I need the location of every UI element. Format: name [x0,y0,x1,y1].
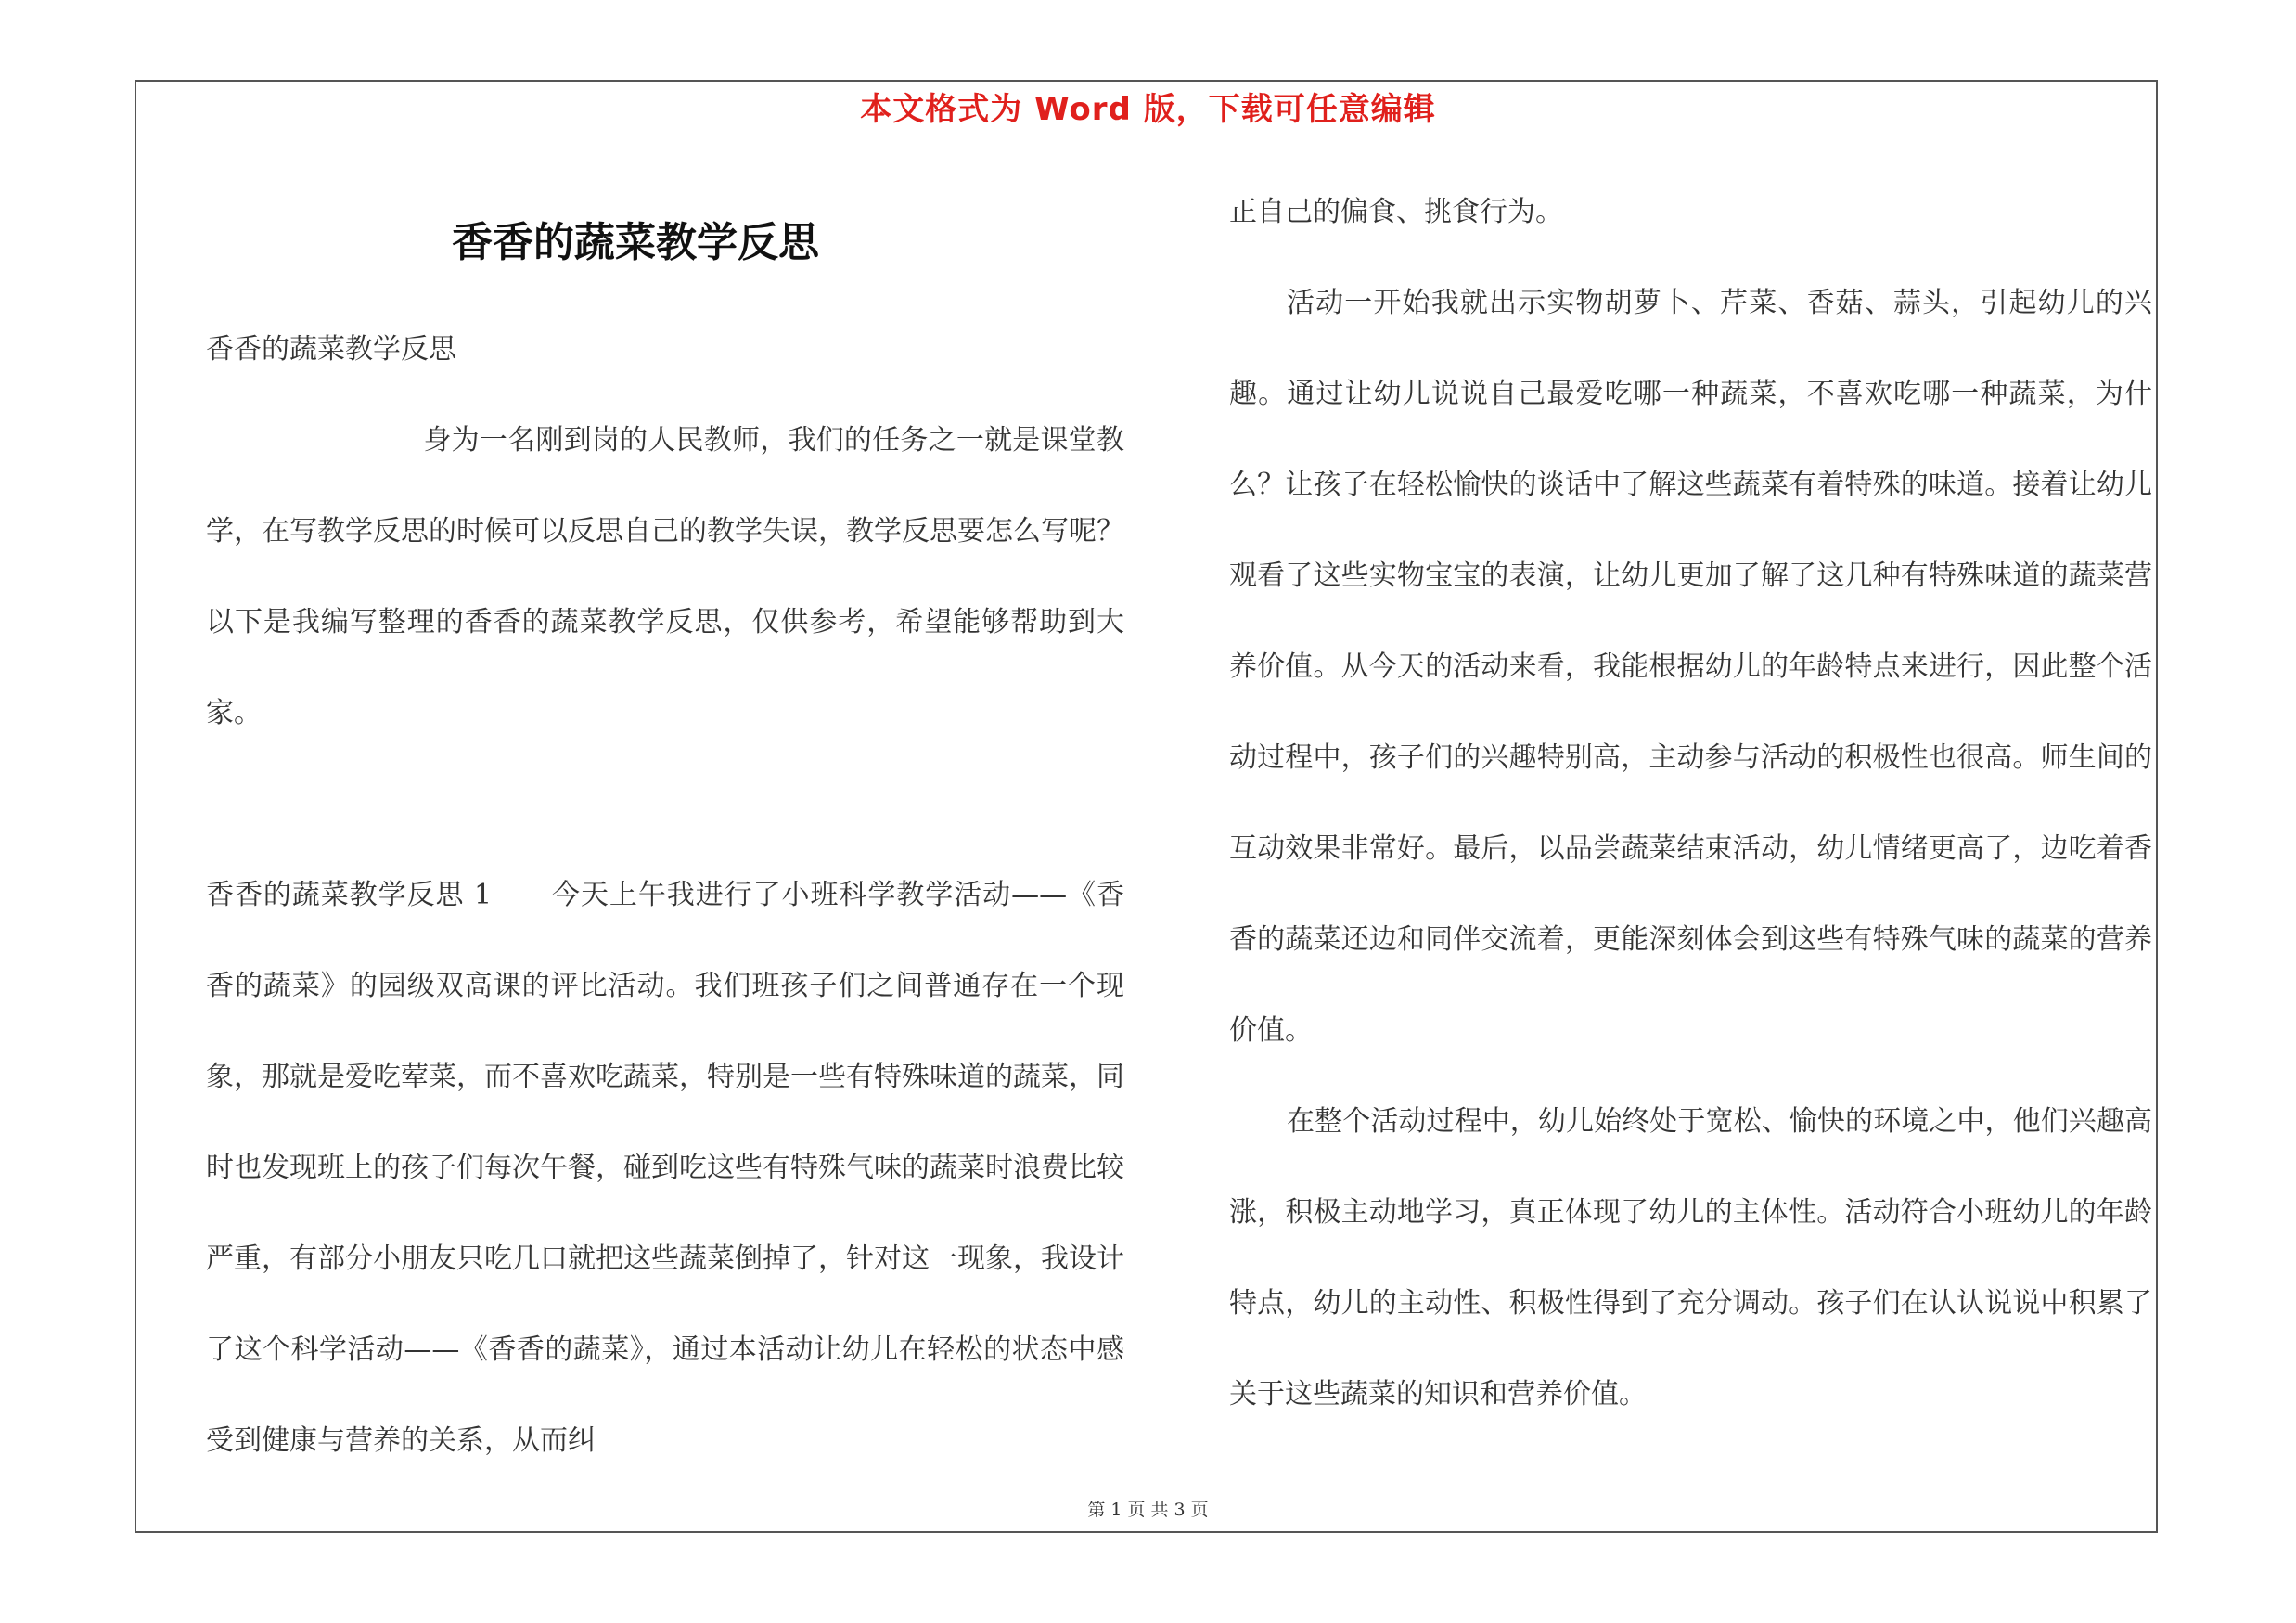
section1-paragraph [206,850,1124,1487]
paragraph-2 [1229,258,2152,1076]
continuation-paragraph: 正自己的偏食、挑食行为。 [1229,196,1563,228]
paragraph-2-text: 活动一开始我就出示实物胡萝卜、芹菜、香菇、蒜头，引起幼儿的兴趣。通过让幼儿说说自己最爱吃哪一种蔬菜，不喜欢吃哪一种蔬菜，为什么？让孩子在轻松愉快的谈话中了解这些蔬菜有着特殊的味道。接着让幼儿观看了这些实物宝宝的表演，让幼儿更加了解了这几种有特殊味道的蔬菜营养价值。从今天的活动来看，我能根据幼儿的年龄特点来进行，因此整个活动过程中，孩子们的兴趣特别高，主动参与活动的积极性也很高。师生间的互动效果非常好。最后，以品尝蔬菜结束活动，幼儿情绪更高了，边吃着香香的蔬菜还边和同伴交流着，更能深刻体会到这些有特殊气味的蔬菜的营养价值。 [1229,287,2152,1047]
subtitle: 香香的蔬菜教学反思 [206,333,456,366]
left-column [206,304,1124,1487]
document-title: 香香的蔬菜教学反思 [452,219,819,266]
right-column [1229,167,2152,1440]
paragraph-gap [206,759,1124,850]
intro-paragraph [206,395,1124,759]
paragraph-3-text: 在整个活动过程中，幼儿始终处于宽松、愉快的环境之中，他们兴趣高涨，积极主动地学习，真正体现了幼儿的主体性。活动符合小班幼儿的年龄特点，幼儿的主动性、积极性得到了充分调动。孩子们在认认说说中积累了关于这些蔬菜的知识和营养价值。 [1229,1105,2152,1410]
paragraph-3 [1229,1076,2152,1440]
section1-heading: 香香的蔬菜教学反思 1 [206,879,493,911]
page-footer: 第 1 页 共 3 页 [1087,1500,1209,1520]
section1-text: 今天上午我进行了小班科学教学活动——《香香的蔬菜》的园级双高课的评比活动。我们班孩子们之间普通存在一个现象，那就是爱吃荤菜，而不喜欢吃蔬菜，特别是一些有特殊味道的蔬菜，同时也发现班上的孩子们每次午餐，碰到吃这些有特殊气味的蔬菜时浪费比较严重，有部分小朋友只吃几口就把这些蔬菜倒掉了，针对这一现象，我设计了这个科学活动——《香香的蔬菜》，通过本活动让幼儿在轻松的状态中感受到健康与营养的关系，从而纠 [206,879,1124,1457]
intro-text: 身为一名刚到岗的人民教师，我们的任务之一就是课堂教学，在写教学反思的时候可以反思自己的教学失误，教学反思要怎么写呢？以下是我编写整理的香香的蔬菜教学反思，仅供参考，希望能够帮助到大家。 [206,424,1124,729]
intro-indent [206,424,423,457]
word-format-banner: 本文格式为 Word 版，下载可任意编辑 [860,91,1436,128]
